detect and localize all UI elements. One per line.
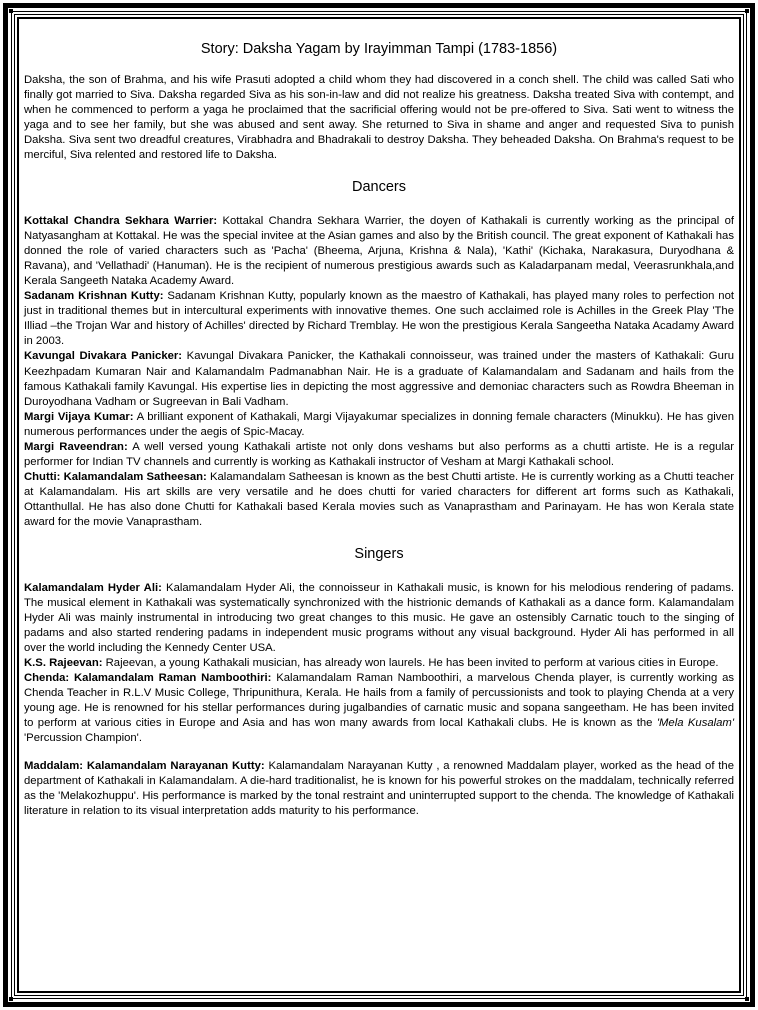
singer-name: Kalamandalam Hyder Ali: bbox=[24, 581, 162, 594]
dancer-name: Chutti: Kalamandalam Satheesan: bbox=[24, 471, 207, 484]
dancer-description: Kavungal Divakara Panicker, the Kathakali connoisseur, was trained under the masters of Kathakali: Guru Keezhpadam Kumaran Nair and Kalamandalm Padmanabhan Nair. He is a graduate of Kalamandalam and Sadanam and hails from the famous Kathakali family Kavungal. His expertise lies in depicting the most aggressive and demoniac characters such as Rowdra Bheeman in Duroyodhana Vadham or Sugreevan in Bali Vadham. bbox=[24, 350, 734, 408]
singer-entry bbox=[24, 656, 734, 671]
dancer-name: Kottakal Chandra Sekhara Warrier: bbox=[24, 214, 218, 227]
singer-entry bbox=[24, 581, 734, 656]
singer-italic-title: 'Mela Kusalam' bbox=[656, 717, 735, 730]
dancer-description: A well versed young Kathakali artiste not only dons veshams but also performs as a chutti artiste. He is a regular performer for Indian TV channels and currently is working as Kathakali instructor of Vesham at Margi Kathakali school. bbox=[24, 440, 734, 469]
dancer-name: Kavungal Divakara Panicker: bbox=[24, 350, 183, 363]
dancer-entry bbox=[24, 410, 734, 440]
singer-description-end: 'Percussion Champion'. bbox=[24, 732, 142, 745]
dancer-entry bbox=[24, 349, 734, 409]
paragraph-gap bbox=[24, 747, 734, 759]
singer-description: Kalamandalam Raman Namboothiri, a marvelous Chenda player, is currently working as Chenda Teacher in R.L.V Music College, Thripunithura, Kerala. He hails from a family of percussionists and took to playing Chenda at a very young age. He is renowned for his stellar performances during jugalbandies of carnatic music and sopana sangeetham. He has been invited to perform at various cities in Europe and Asia and has won many awards from local Kathakali clubs. He is known as the bbox=[24, 672, 735, 730]
corner-ornament-bottom-left bbox=[9, 997, 13, 1001]
dancer-name: Sadanam Krishnan Kutty: bbox=[24, 290, 164, 303]
corner-ornament-top-left bbox=[9, 9, 13, 13]
singer-name: K.S. Rajeevan: bbox=[24, 657, 103, 669]
dancers-heading: Dancers bbox=[352, 178, 406, 195]
dancer-entry bbox=[24, 289, 734, 349]
singer-entry bbox=[24, 671, 734, 746]
dancer-name: Margi Vijaya Kumar: bbox=[24, 410, 134, 423]
dancer-description: Kottakal Chandra Sekhara Warrier, the doyen of Kathakali is currently working as the principal of Natyasangham at Kottakal. He was the special invitee at the Asian games and also by the British council. The great exponent of Kathakali has donned the role of varied characters such as 'Pacha' (Bheema, Arjuna, Krishna & Nala), 'Kathi' (Kichaka, Narakasura, Duryodhana & Ravana), and 'Vellathadi' (Hanuman). He is the recipient of numerous prestigious awards such as Kaladarpanam medal, Veerasrunkhala,and Kerala Sangeeth Nataka Academy Award. bbox=[24, 214, 734, 287]
dancer-description: Kalamandalam Satheesan is known as the best Chutti artiste. He is currently working as a Chutti teacher at Kalamandalam. His art skills are very versatile and he does chutti for varied characters for different art forms such as Kathakali, Ottanthullal. He has also done Chutti for Kathakali based Kerala movies such as Vanaprastham and Parinayam. He has won Kerala state award for the movie Vanaprastham. bbox=[24, 471, 734, 529]
singer-name: Maddalam: Kalamandalam Narayanan Kutty: bbox=[24, 759, 265, 772]
corner-ornament-top-right bbox=[745, 9, 749, 13]
dancer-name: Margi Raveendran: bbox=[24, 440, 128, 453]
singer-description: Rajeevan, a young Kathakali musician, has already won laurels. He has been invited to perform at various cities in Europe. bbox=[102, 657, 719, 669]
singers-heading: Singers bbox=[354, 545, 404, 562]
dancer-entry bbox=[24, 440, 734, 470]
dancer-description: A brilliant exponent of Kathakali, Margi Vijayakumar specializes in donning female characters (Minukku). He has given numerous performances under the aegis of Spic-Macay. bbox=[24, 410, 734, 438]
singer-description: Kalamandalam Hyder Ali, the connoisseur in Kathakali music, is known for his melodious rendering of padams. The musical element in Kathakali was systematically synchronized with the histrionic demands of Kathakali as a dance form. Kalamandalam Hyder Ali was mainly instrumental in introducing two great changes to this music. He gave an ostensibly Carnatic touch to the singing of padams and also started rendering padams in independent music programs without any visual background. Hyder Ali has performed in all over the world including the Kennedy Center USA. bbox=[24, 581, 734, 654]
singer-name: Chenda: Kalamandalam Raman Namboothiri: bbox=[24, 672, 272, 685]
page-title: Story: Daksha Yagam by Irayimman Tampi (1783-1856) bbox=[200, 41, 558, 57]
dancer-description: Sadanam Krishnan Kutty, popularly known as the maestro of Kathakali, has played many roles to perfection not just in traditional themes but in intercultural experiments with innovative themes. One such acclaimed role is Achilles in the Greek Play 'The Illiad –the Trojan War and history of Achilles' directed by Richard Tremblay. He won the prestigious Kerala Sangeetha Nataka Acadamy Award in 2003. bbox=[24, 290, 734, 348]
dancer-entry bbox=[24, 470, 734, 530]
dancer-entry bbox=[24, 214, 734, 289]
singer-entry bbox=[24, 759, 734, 819]
corner-ornament-bottom-right bbox=[745, 997, 749, 1001]
singer-description: Kalamandalam Narayanan Kutty , a renowned Maddalam player, worked as the head of the department of Kathakali in Kalamandalam. A die-hard traditionalist, he is known for his powerful strokes on the maddalam, technically referred as the 'Melakozhuppu'. His performance is marked by the tonal restraint and uninterrupted support to the chenda. The knowledge of Kathakali literature in relation to its visual interpretation adds maturity to his performance. bbox=[24, 759, 734, 817]
document-body bbox=[24, 30, 734, 819]
story-paragraph: Daksha, the son of Brahma, and his wife Prasuti adopted a child whom they had discovered in a conch shell. The child was called Sati who finally got married to Siva. Daksha regarded Siva as his son-in-law and did not realize his greatness. Daksha treated Siva with contempt, and when he commenced to perform a yaga he proclaimed that the sacrificial offering would not be pre-offered to Siva. Sati went to witness the yaga and to see her family, but she was abused and sent away. She returned to Siva in shame and anger and requested Siva to punish Daksha. Siva sent two dreadful creatures, Virabhadra and Bhadrakali to destroy Daksha. They beheaded Daksha. On Brahma's request to be merciful, Siva relented and restored life to Daksha. bbox=[24, 74, 734, 162]
